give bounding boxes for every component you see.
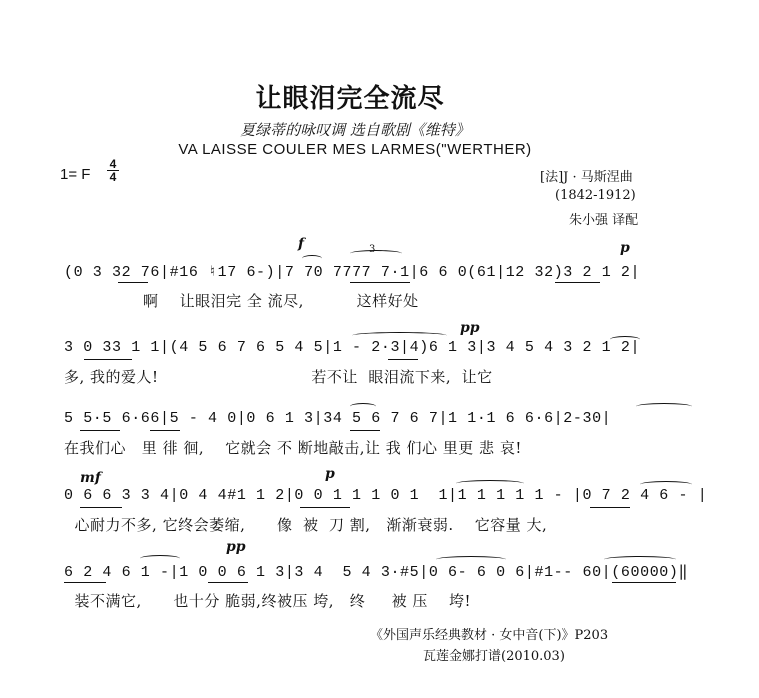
english-title: VA LAISSE COULER MES LARMES("WERTHER) — [178, 141, 532, 158]
composer-credit: [法]J · 马斯涅曲 — [540, 170, 633, 185]
slur — [636, 403, 692, 410]
notation-line: 0 6 6 3 3 4|0 4 4#1 1 2|0 0 1 1 1 0 1 1|1 1 1 1 1 - |0 7 2 4 6 - | — [64, 487, 708, 504]
beam — [64, 582, 106, 583]
dynamic-mark: f — [298, 236, 305, 252]
source-citation: 《外国声乐经典教材 · 女中音(下)》P203 — [370, 628, 609, 643]
beam — [388, 359, 418, 360]
slur — [352, 332, 447, 339]
dynamic-mark: p — [325, 466, 335, 482]
beam — [80, 507, 122, 508]
beam — [612, 582, 676, 583]
composer-dates: (1842-1912) — [555, 188, 636, 203]
meter-top: 4 — [109, 157, 117, 171]
notation-line: 5 5·5 6·66|5 - 4 0|0 6 1 3|34 5 6 7 6 7|1 1·1 6 6·6|2-30| — [64, 410, 612, 427]
triplet-mark: 3 — [369, 244, 376, 255]
beam — [150, 430, 180, 431]
song-title: 让眼泪完全流尽 — [255, 84, 445, 114]
beam — [208, 582, 248, 583]
notation-line: (0 3 32 76|#16 ♮17 6-)|7 70 7777 7·1|6 6 0(61|12 32)3 2 1 2| — [64, 264, 641, 281]
beam — [555, 282, 600, 283]
notation-line: 3 0 33 1 1|(4 5 6 7 6 5 4 5|1 - 2·3|4)6 1 3|3 4 5 4 3 2 1 2| — [64, 339, 641, 356]
lyric-line: 心耐力不多, 它终会萎缩, 像 被 刀 割, 渐渐衰弱. 它容量 大, — [64, 516, 548, 534]
beam — [590, 507, 630, 508]
beam — [350, 430, 380, 431]
dynamic-mark: p — [620, 240, 630, 256]
beam — [350, 282, 410, 283]
song-subtitle: 夏绿蒂的咏叹调 选自歌剧《维特》 — [240, 121, 470, 139]
lyric-line: 在我们心 里 徘 徊, 它就会 不 断地敲击,让 我 们心 里更 悲 哀! — [64, 439, 522, 457]
slur — [456, 480, 524, 487]
dynamic-mark: pp — [226, 539, 246, 555]
slur — [350, 403, 376, 410]
beam — [84, 359, 132, 360]
dynamic-mark: pp — [460, 320, 480, 336]
beam — [80, 430, 120, 431]
translator-credit: 朱小强 译配 — [569, 213, 639, 228]
arranger-credit: 瓦莲金娜打谱(2010.03) — [423, 649, 565, 664]
notation-line: 6 2 4 6 1 -|1 0 0 6 1 3|3 4 5 4 3·#5|0 6- 6 0 6|#1-- 60|(60000)‖ — [64, 564, 689, 581]
time-signature — [107, 158, 119, 183]
meter-bottom: 4 — [107, 170, 119, 183]
beam — [300, 507, 350, 508]
slur — [140, 555, 180, 562]
slur — [350, 250, 402, 257]
key-signature: 1= F — [60, 166, 91, 183]
dynamic-mark: mf — [80, 470, 101, 486]
lyric-line: 啊 让眼泪完 全 流尽, 这样好处 — [64, 292, 419, 310]
beam — [118, 282, 148, 283]
lyric-line: 多, 我的爱人! 若不让 眼泪流下来, 让它 — [64, 368, 493, 386]
lyric-line: 装不满它, 也十分 脆弱,终被压 垮, 终 被 压 垮! — [64, 592, 471, 610]
slur — [302, 255, 322, 262]
